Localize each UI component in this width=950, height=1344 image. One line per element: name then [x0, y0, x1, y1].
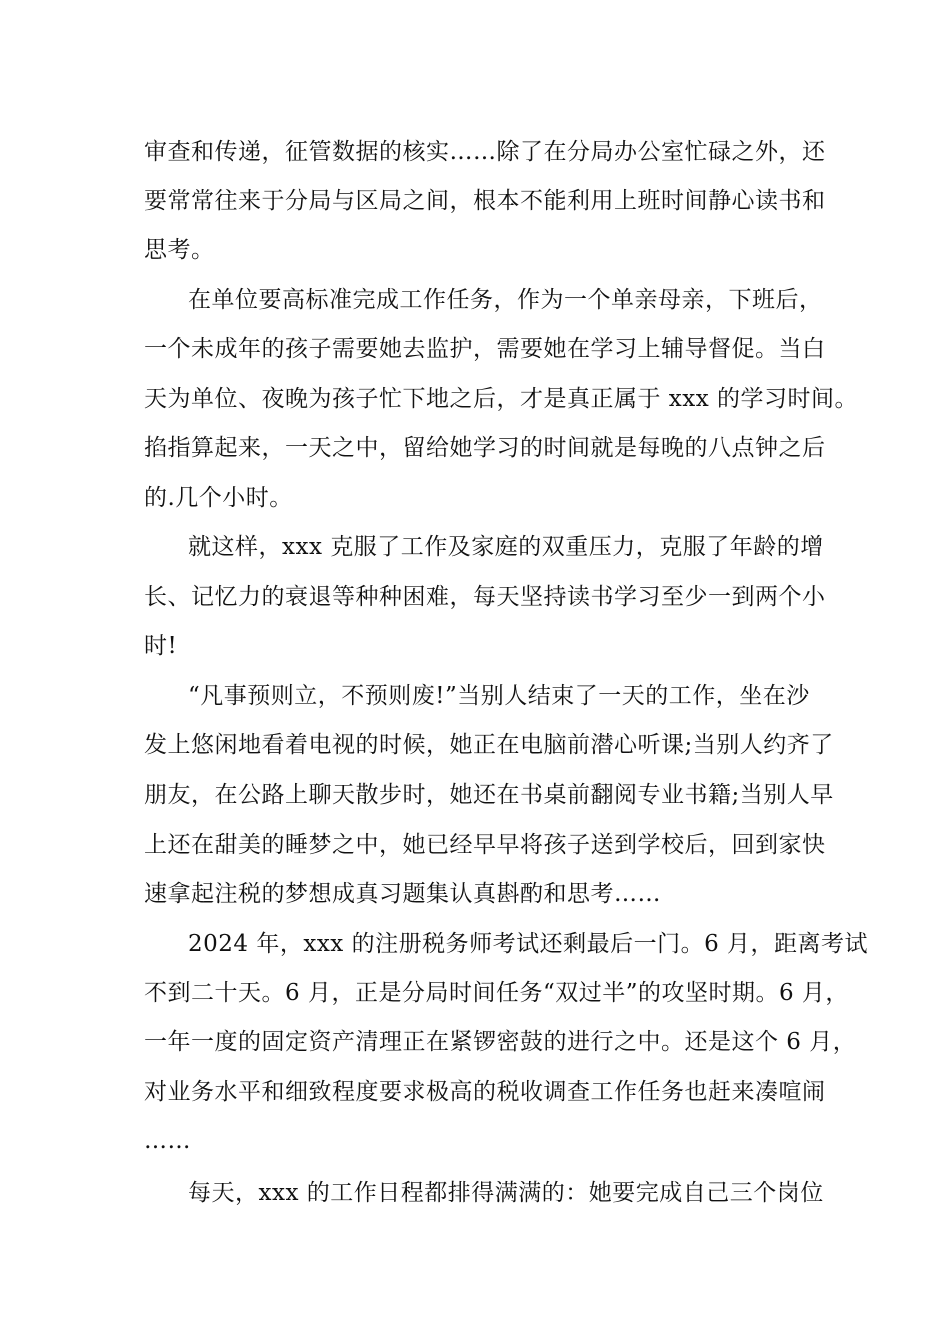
- text-line: 掐指算起来，一天之中，留给她学习的时间就是每晚的八点钟之后: [144, 435, 826, 461]
- paragraph-first-line: 每天，xxx 的工作日程都排得满满的：她要完成自己三个岗位: [188, 1180, 824, 1206]
- text-line: 对业务水平和细致程度要求极高的税收调查工作任务也赶来凑喧闹: [144, 1079, 826, 1105]
- text-line: 时!: [144, 633, 178, 659]
- text-line: 发上悠闲地看着电视的时候，她正在电脑前潜心听课;当别人约齐了: [144, 732, 834, 758]
- paragraph-first-line: 就这样，xxx 克服了工作及家庭的双重压力，克服了年龄的增: [188, 534, 824, 560]
- text-line: 上还在甜美的睡梦之中，她已经早早将孩子送到学校后，回到家快: [144, 832, 826, 858]
- text-line: 一年一度的固定资产清理正在紧锣密鼓的进行之中。还是这个 6 月，: [144, 1029, 857, 1055]
- paragraph-first-line: 2024 年，xxx 的注册税务师考试还剩最后一门。6 月，距离考试: [188, 931, 869, 957]
- text-line: ……: [144, 1128, 191, 1154]
- text-line: 一个未成年的孩子需要她去监护，需要她在学习上辅导督促。当白: [144, 336, 826, 362]
- text-line: 要常常往来于分局与区局之间，根本不能利用上班时间静心读书和: [144, 188, 826, 214]
- text-line: 天为单位、夜晚为孩子忙下地之后，才是真正属于 xxx 的学习时间。: [144, 386, 859, 412]
- text-line: 朋友，在公路上聊天散步时，她还在书桌前翻阅专业书籍;当别人早: [144, 782, 834, 808]
- paragraph-first-line: “凡事预则立，不预则废!”当别人结束了一天的工作，坐在沙: [188, 683, 810, 709]
- text-line: 审查和传递，征管数据的核实……除了在分局办公室忙碌之外，还: [144, 139, 826, 165]
- text-line: 速拿起注税的梦想成真习题集认真斟酌和思考……: [144, 881, 661, 907]
- text-line: 的.几个小时。: [144, 485, 293, 511]
- paragraph-first-line: 在单位要高标准完成工作任务，作为一个单亲母亲，下班后，: [188, 287, 823, 313]
- text-line: 长、记忆力的衰退等种种困难，每天坚持读书学习至少一到两个小: [144, 584, 826, 610]
- text-line: 不到二十天。6 月，正是分局时间任务“双过半”的攻坚时期。6 月，: [144, 980, 849, 1006]
- text-line: 思考。: [144, 237, 215, 263]
